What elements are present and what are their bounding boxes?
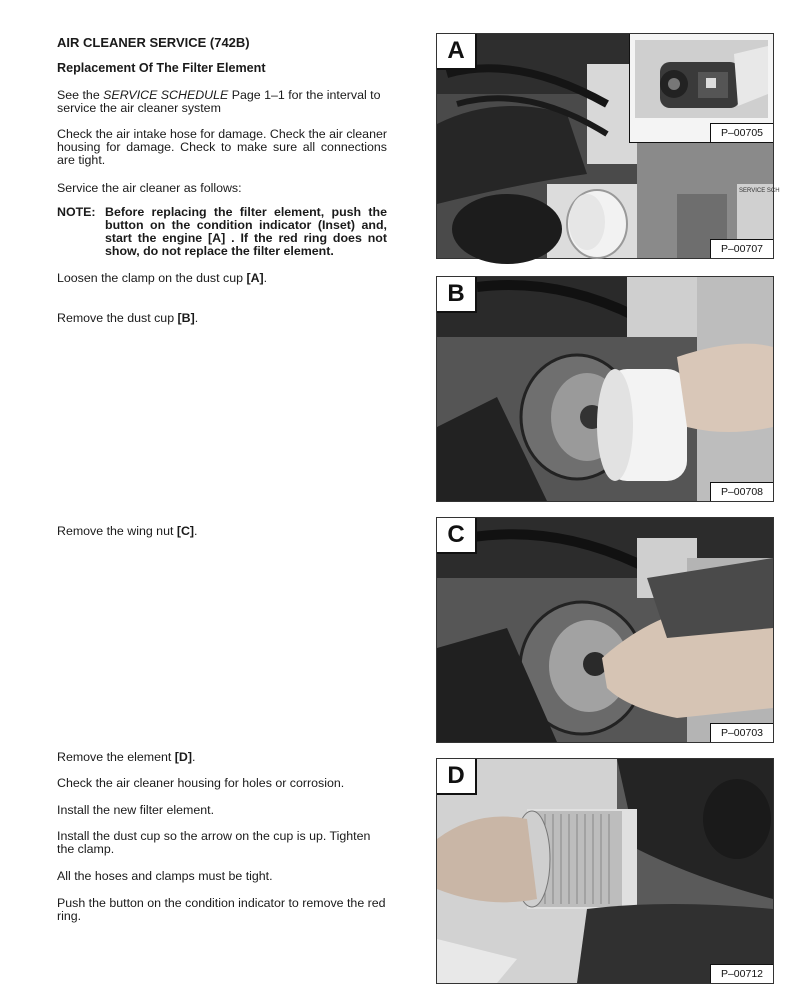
figure-a-code: P–00707 — [710, 239, 773, 258]
intro-paragraph-2: Check the air intake hose for damage. Check the air cleaner housing for damage. Check to make sure all connections are tight. — [57, 127, 387, 167]
figure-c-photo — [436, 517, 774, 743]
step-remove-element: Remove the element [D]. — [57, 750, 196, 764]
figure-c-letter: C — [437, 518, 477, 554]
note-text: Before replacing the filter element, push the button on the condition indicator (Inset) and, start the engine [A] . If the red ring does not show, do not replace the filter element. — [105, 205, 387, 258]
note-label: NOTE: — [57, 205, 96, 219]
step-remove-dust-cup: Remove the dust cup [B]. — [57, 311, 199, 325]
intro-paragraph-1: See the SERVICE SCHEDULE Page 1–1 for the interval to service the air cleaner system — [57, 88, 381, 115]
section-subtitle: Replacement Of The Filter Element — [57, 61, 266, 75]
step-remove-wing-nut: Remove the wing nut [C]. — [57, 524, 198, 538]
figure-d-code: P–00712 — [710, 964, 773, 983]
step-check-hoses: All the hoses and clamps must be tight. — [57, 869, 273, 883]
intro-paragraph-3: Service the air cleaner as follows: — [57, 181, 242, 195]
figure-b-photo — [436, 276, 774, 502]
figure-b-illustration — [437, 277, 773, 501]
step-push-indicator: Push the button on the condition indicator to remove the red ring. — [57, 896, 386, 923]
figure-d-letter: D — [437, 759, 477, 795]
figure-a-inset-code: P–00705 — [710, 123, 773, 142]
step-install-filter: Install the new filter element. — [57, 803, 215, 817]
service-schedule-reference: SERVICE SCHEDULE — [103, 88, 229, 102]
figure-a-inset — [629, 34, 773, 143]
figure-d-illustration — [437, 759, 773, 983]
figure-b-letter: B — [437, 277, 477, 313]
step-install-dust-cup: Install the dust cup so the arrow on the cup is up. Tighten the clamp. — [57, 829, 371, 856]
page-title: AIR CLEANER SERVICE (742B) — [57, 35, 250, 50]
note-block — [57, 206, 387, 258]
service-schedule-sticker: SERVICE SCH — [739, 188, 780, 194]
figure-c-illustration — [437, 518, 773, 742]
figure-d-photo — [436, 758, 774, 984]
figure-b-code: P–00708 — [710, 482, 773, 501]
figure-c-code: P–00703 — [710, 723, 773, 742]
figure-a-photo — [436, 33, 780, 259]
step-loosen-clamp: Loosen the clamp on the dust cup [A]. — [57, 271, 268, 285]
step-check-housing: Check the air cleaner housing for holes or corrosion. — [57, 776, 345, 790]
figure-a-letter: A — [437, 34, 477, 70]
